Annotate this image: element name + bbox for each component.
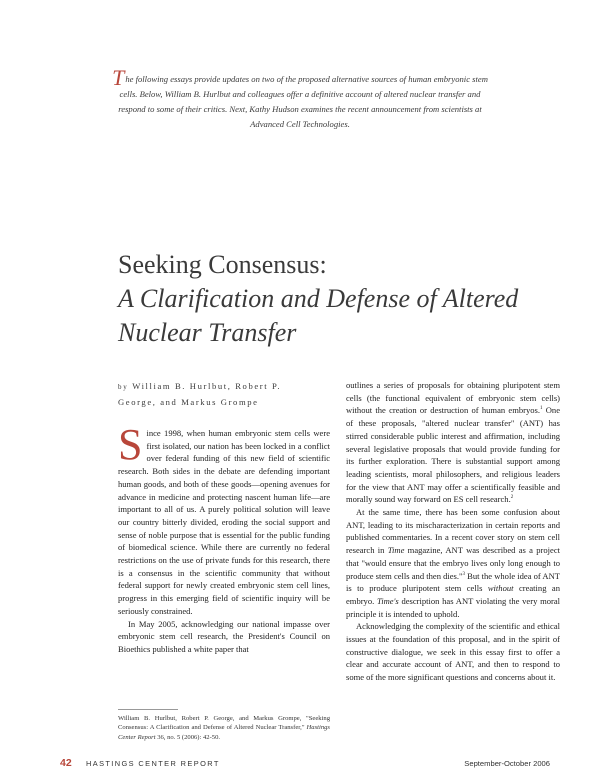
footnote-divider [118, 709, 178, 710]
italic-text: Time [387, 545, 405, 556]
intro-dropcap: T [112, 65, 125, 90]
journal-name: HASTINGS CENTER REPORT [86, 759, 220, 768]
paragraph [118, 420, 330, 618]
paragraph-text: At the same time, there has been some confusion about ANT, leading to its mischaracterization in certain reports and published commentaries. In a recent cover story on stem cell research in [346, 507, 560, 556]
intro-text: he following essays provide updates on two of the proposed alternative sources of human embryonic stem cells. Below, William B. Hurlbut and colleagues offer a definitive account of altered nuclear transfer and respond to some of their critics. Next, Kathy Hudson examines the recent announcement from scientists at Advanced Cell Technologies. [118, 74, 488, 129]
byline-authors-line-2: George, and Markus Grompe [118, 397, 259, 407]
paragraph-text: description has ANT violating the very moral principle it is intended to uphold. [346, 595, 560, 619]
paragraph-text: But the whole idea of ANT is to produce pluripotent stem cells [346, 570, 560, 594]
dropcap: S [118, 420, 143, 469]
article-title [118, 248, 538, 350]
footnote-ref: 2 [510, 495, 514, 501]
paragraph-text: creating an embryo. [346, 583, 560, 606]
page-number: 42 [60, 757, 72, 769]
left-column [118, 420, 330, 656]
footnote-text: William B. Hurlbut, Robert P. George, and Markus Grompe, "Seeking Consensus: A Clarification and Defense of Altered Nuclear Transfer," [118, 715, 330, 732]
title-line-1: Seeking Consensus: [118, 250, 327, 279]
intro-note [110, 65, 490, 132]
footnote-ref: 3 [462, 571, 465, 577]
paragraph [346, 379, 560, 506]
byline-authors-line-1: William B. Hurlbut, Robert P. [132, 381, 282, 391]
title-line-3: Nuclear Transfer [118, 318, 297, 347]
byline-by: by [118, 383, 129, 391]
paragraph-text: ince 1998, when human embryonic stem cells were first isolated, our nation has been locked in a conflict over federal funding of this new field of scientific research. Both sides in the debate are defending important human goods, and both of these goods—opening avenues for advance in medicine and protecting nascent human life—are important to all of us. A purely political solution will leave our country bitterly divided, eroding the social support and sense of noble purpose that is essential for the public funding of biomedical science. While there are currently no federal restrictions on the use of private funds for this research, there is a consensus in the scientific community that without federal support for newly created embryonic stem cell lines, progress in this emerging field of scientific inquiry will be seriously constrained. [118, 428, 330, 616]
footnote-text: 36, no. 5 (2006): 42-50. [155, 733, 221, 741]
footnote-journal: Hastings Center Report [118, 724, 330, 741]
italic-text: without [487, 583, 514, 594]
citation-footnote [118, 714, 330, 742]
paragraph-text: One of these proposals, "altered nuclear transfer" (ANT) has stirred considerable public interest and affirmation, including several legislative proposals that would provide funding for its further exploration. There is substantial support among leading scientists, moral philosophers, and religious leaders for the view that ANT may offer a scientifically feasible and morally sound way forward on ES cell research. [346, 405, 560, 505]
paragraph-text: outlines a series of proposals for obtaining pluripotent stem cells (the functional equivalent of embryonic stem cells) without the creation or destruction of human embryos. [346, 380, 560, 416]
paragraph: Acknowledging the complexity of the scientific and ethical issues at the foundation of this proposal, and in the spirit of constructive dialogue, we seek in this essay first to offer a clear and accurate account of ANT, and then to respond to some of the more significant questions and concerns about it. [346, 621, 560, 683]
paragraph-text: magazine, ANT was described as a project that "would ensure that the embryo lives only long enough to produce stem cells and then dies." [346, 545, 560, 581]
paragraph: In May 2005, acknowledging our national impasse over embryonic stem cell research, the President's Council on Bioethics published a white paper that [118, 618, 330, 654]
paragraph [346, 506, 560, 620]
italic-text: Time's [376, 595, 399, 606]
page-footer [60, 757, 550, 771]
issue-date: September-October 2006 [464, 759, 550, 768]
footnote-ref: 1 [539, 406, 543, 412]
right-column [346, 379, 560, 684]
byline [118, 379, 330, 410]
title-line-2: A Clarification and Defense of Altered [118, 284, 519, 313]
